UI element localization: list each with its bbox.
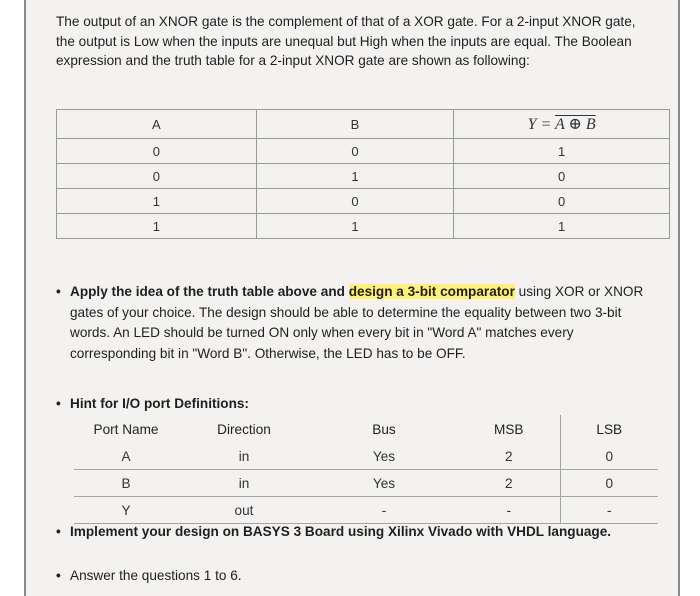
cell-lsb: -	[560, 497, 658, 524]
header-a: A	[57, 110, 257, 139]
cell-direction: in	[178, 443, 310, 470]
cell-y: 0	[454, 189, 670, 214]
port-definitions-table	[74, 415, 658, 524]
cell-port-name: B	[74, 470, 178, 497]
table-row	[57, 139, 670, 164]
highlighted-text: design a 3-bit comparator	[348, 284, 515, 299]
table-row	[74, 470, 658, 497]
bullet-dot: •	[56, 396, 61, 411]
table-row	[74, 443, 658, 470]
bullet-answer-text: Answer the questions 1 to 6.	[70, 568, 242, 583]
cell-lsb: 0	[560, 443, 658, 470]
bullet-design-task	[56, 282, 660, 364]
header-direction: Direction	[217, 421, 271, 437]
intro-paragraph: The output of an XNOR gate is the complement of that of a XOR gate. For a 2-input XNOR gate, the output is Low when the inputs are unequal but High when the inputs are equal. The Boolean expression and the truth table for a 2-input XNOR gate are shown as following:	[56, 14, 636, 68]
bullet-implement	[56, 522, 660, 543]
cell-msb: 2	[458, 443, 560, 470]
table-row	[57, 189, 670, 214]
header-y-prefix: Y =	[527, 116, 556, 133]
table-row	[74, 497, 658, 524]
bullet-implement-text: Implement your design on BASYS 3 Board using Xilinx Vivado with VHDL language.	[70, 524, 612, 539]
bullet-dot: •	[56, 524, 61, 539]
cell-y: 1	[454, 214, 670, 239]
bullet-hint	[56, 394, 660, 415]
cell-direction: out	[178, 497, 310, 524]
header-bus: Bus	[372, 421, 396, 437]
table-row	[57, 164, 670, 189]
cell-y: 0	[454, 164, 670, 189]
port-table-header-row	[74, 415, 658, 443]
cell-bus: Yes	[310, 470, 458, 497]
cell-lsb: 0	[560, 470, 658, 497]
cell-b: 1	[256, 214, 454, 239]
cell-bus: -	[310, 497, 458, 524]
truth-table-header-row	[57, 110, 670, 139]
cell-port-name: A	[74, 443, 178, 470]
header-y	[454, 110, 670, 139]
xnor-truth-table	[56, 109, 670, 239]
bullet-hint-text: Hint for I/O port Definitions:	[70, 396, 249, 411]
header-y-expression: A ⊕ B	[555, 116, 596, 133]
header-lsb: LSB	[560, 415, 658, 443]
cell-bus: Yes	[310, 443, 458, 470]
header-b: B	[256, 110, 454, 139]
bullet-dot: •	[56, 568, 61, 583]
cell-b: 1	[256, 164, 454, 189]
bullet-text-post: using XOR or XNOR gates of your choice. The design should be able to determine the equality between two 3-bit words. An LED should be turned ON only when every bit in "Word A" matches every corresponding bit in "Word B". Otherwise, the LED has to be OFF.	[70, 284, 644, 361]
cell-a: 1	[57, 214, 257, 239]
header-port-name: Port Name	[93, 421, 159, 437]
cell-a: 0	[57, 164, 257, 189]
cell-msb: -	[458, 497, 560, 524]
table-row	[57, 214, 670, 239]
cell-a: 1	[57, 189, 257, 214]
cell-direction: in	[178, 470, 310, 497]
bullet-text-pre: Apply the idea of the truth table above and	[70, 284, 349, 299]
cell-b: 0	[256, 139, 454, 164]
cell-y: 1	[454, 139, 670, 164]
bullet-dot: •	[56, 284, 61, 299]
document-page	[24, 0, 680, 596]
cell-msb: 2	[458, 470, 560, 497]
bullet-answer	[56, 566, 660, 587]
cell-port-name: Y	[74, 497, 178, 524]
header-msb: MSB	[494, 421, 524, 437]
cell-a: 0	[57, 139, 257, 164]
cell-b: 0	[256, 189, 454, 214]
